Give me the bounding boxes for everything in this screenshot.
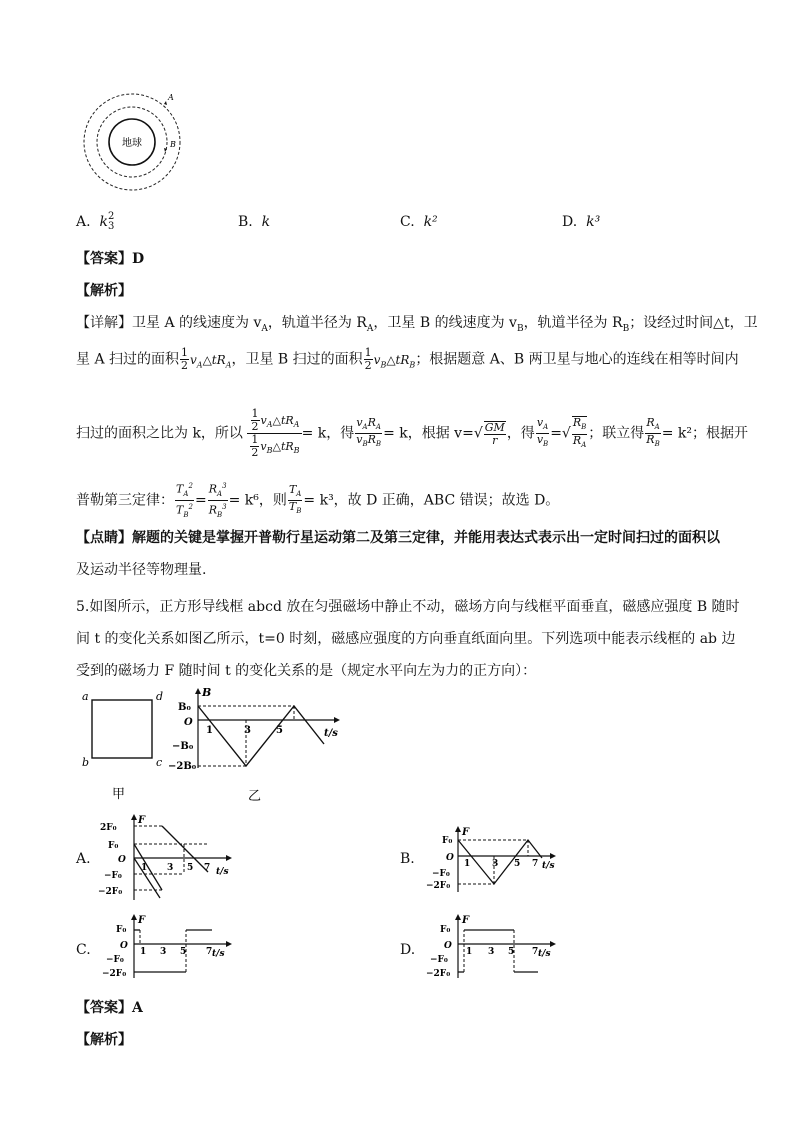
- corner-a: a: [82, 690, 89, 703]
- svg-text:O: O: [444, 941, 452, 951]
- svg-text:5: 5: [276, 725, 283, 736]
- svg-text:O: O: [120, 941, 128, 951]
- option-d-graph: [418, 912, 568, 982]
- q5-opt-d-label: D.: [400, 942, 416, 958]
- option-c-graph: [94, 912, 244, 982]
- svg-text:−B₀: −B₀: [172, 741, 194, 752]
- svg-text:O: O: [184, 717, 193, 728]
- fig-jia-label: 甲: [112, 787, 126, 802]
- svg-text:−2F₀: −2F₀: [426, 881, 451, 891]
- svg-text:O: O: [118, 855, 126, 865]
- svg-text:7: 7: [206, 947, 213, 957]
- svg-text:5: 5: [180, 947, 187, 957]
- q5-analysis-head: 【解析】: [76, 1032, 132, 1048]
- svg-text:5: 5: [514, 859, 521, 869]
- q5-line1: 5.如图所示，正方形导线框 abcd 放在匀强磁场中静止不动，磁场方向与线框平面垂直，磁感应强度 B 随时: [76, 599, 740, 615]
- corner-d: d: [156, 690, 164, 703]
- q5-opt-c-label: C.: [76, 942, 91, 958]
- svg-text:−2F₀: −2F₀: [98, 887, 123, 897]
- svg-text:F₀: F₀: [116, 925, 127, 935]
- svg-text:F: F: [462, 827, 470, 838]
- svg-text:F₀: F₀: [108, 841, 119, 851]
- q4-detail-line4: 普勒第三定律： $\frac{T_A^2}{T_B^2}$ = $\frac{R_A^3}{R_B^3}$ = k⁶，则 $\frac{T_A}{T_B}$ = k³，故 D 正确，ABC 错误；故选 D。: [76, 482, 560, 519]
- svg-text:−F₀: −F₀: [106, 955, 124, 965]
- q5-opt-a-label: A.: [76, 851, 91, 867]
- svg-text:F: F: [462, 915, 470, 926]
- svg-text:3: 3: [167, 863, 174, 873]
- option-b-graph: [418, 824, 568, 894]
- svg-text:−F₀: −F₀: [430, 955, 448, 965]
- svg-text:−2F₀: −2F₀: [426, 969, 451, 979]
- svg-text:F: F: [138, 915, 146, 926]
- svg-text:2F₀: 2F₀: [100, 823, 117, 833]
- svg-text:−2B₀: −2B₀: [168, 761, 197, 772]
- x-arrow-icon: [334, 717, 340, 723]
- q4-option-d: D. k³: [562, 214, 601, 230]
- figure-jia: [78, 688, 168, 803]
- q4-option-a: A. k 2 3: [76, 211, 115, 232]
- svg-text:F₀: F₀: [442, 836, 453, 846]
- y-arrow-icon: [195, 688, 201, 694]
- q4-answer: 【答案】D: [76, 251, 145, 267]
- svg-text:5: 5: [508, 947, 515, 957]
- svg-text:1: 1: [206, 725, 213, 736]
- svg-text:5: 5: [187, 863, 194, 873]
- svg-text:B: B: [202, 686, 212, 699]
- orbit-figure: [80, 92, 190, 192]
- svg-text:−F₀: −F₀: [104, 871, 122, 881]
- q4-detail-line1: 【详解】卫星 A 的线速度为 $v_A$，轨道半径为 $R_A$，卫星 B 的线速度为 $v_B$，轨道半径为 $R_B$；设经过时间△t，卫: [76, 315, 758, 334]
- svg-text:t/s: t/s: [324, 728, 338, 739]
- svg-text:7: 7: [532, 859, 539, 869]
- svg-text:3: 3: [492, 859, 499, 869]
- label-b: B: [170, 140, 176, 149]
- svg-text:7: 7: [204, 863, 211, 873]
- svg-text:O: O: [446, 853, 454, 863]
- q4-analysis-head: 【解析】: [76, 283, 132, 299]
- q5-line2: 间 t 的变化关系如图乙所示，t=0 时刻，磁感应强度的方向垂直纸面向里。下列选项中能表示线框的 ab 边: [76, 631, 736, 647]
- svg-text:t/s: t/s: [542, 861, 555, 871]
- q5-line3: 受到的磁场力 F 随时间 t 的变化关系的是（规定水平向左为力的正方向）：: [76, 663, 537, 679]
- svg-text:F: F: [138, 815, 146, 826]
- option-a-graph: [94, 812, 244, 904]
- b-curve: [198, 706, 324, 766]
- arrow-a-icon: [164, 101, 167, 105]
- q4-comment-line1: 【点睛】解题的关键是掌握开普勒行星运动第二及第三定律，并能用表达式表示出一定时间扫过的面积以: [76, 530, 720, 546]
- q4-detail-line3: 扫过的面积之比为 k，所以 $\frac{1}{2}$ $v_A\triangle tR_A$ $\frac{1}{2}$ $v_B\triangle tR_B$ = k，得 $\frac{v_AR_A}{v_BR_B}$ = k，根据 v=√ $\frac{GM}{r}$ ，得 $\frac{v_A}{v_B}$ =√ $\frac{R_B}{R_A}$ ；联立得 $\frac{R_A}{R_B}$ = k²；根据开: [76, 407, 749, 459]
- q4-option-b: B. k: [238, 214, 271, 230]
- figure-yi: [168, 686, 348, 804]
- svg-text:3: 3: [244, 725, 251, 736]
- earth-label: 地球: [122, 138, 142, 149]
- svg-text:F₀: F₀: [440, 925, 451, 935]
- svg-text:1: 1: [464, 859, 471, 869]
- svg-text:t/s: t/s: [538, 949, 551, 959]
- q5-answer: 【答案】A: [76, 1000, 143, 1016]
- q4-option-c: C. k²: [400, 214, 438, 230]
- svg-text:B₀: B₀: [178, 702, 191, 713]
- q5-opt-b-label: B.: [400, 851, 415, 867]
- corner-c: c: [156, 756, 163, 769]
- svg-text:1: 1: [466, 947, 473, 957]
- svg-text:1: 1: [140, 947, 147, 957]
- q4-detail-line2: 星 A 扫过的面积 $\frac{1}{2}$ $v_A\triangle tR_A$，卫星 B 扫过的面积 $\frac{1}{2}$ $v_B\triangle tR_B$；根据题意 A、B 两卫星与地心的连线在相等时间内: [76, 346, 739, 372]
- svg-text:−F₀: −F₀: [432, 869, 450, 879]
- svg-text:3: 3: [488, 947, 495, 957]
- svg-text:t/s: t/s: [216, 867, 229, 877]
- svg-text:1: 1: [141, 863, 148, 873]
- fig-yi-label: 乙: [248, 789, 262, 804]
- square-loop: [92, 700, 152, 758]
- svg-text:7: 7: [532, 947, 539, 957]
- corner-b: b: [82, 756, 90, 769]
- q4-comment-line2: 及运动半径等物理量.: [76, 562, 207, 578]
- label-a: A: [168, 93, 174, 102]
- svg-text:3: 3: [160, 947, 167, 957]
- svg-text:−2F₀: −2F₀: [102, 969, 127, 979]
- svg-text:t/s: t/s: [212, 949, 225, 959]
